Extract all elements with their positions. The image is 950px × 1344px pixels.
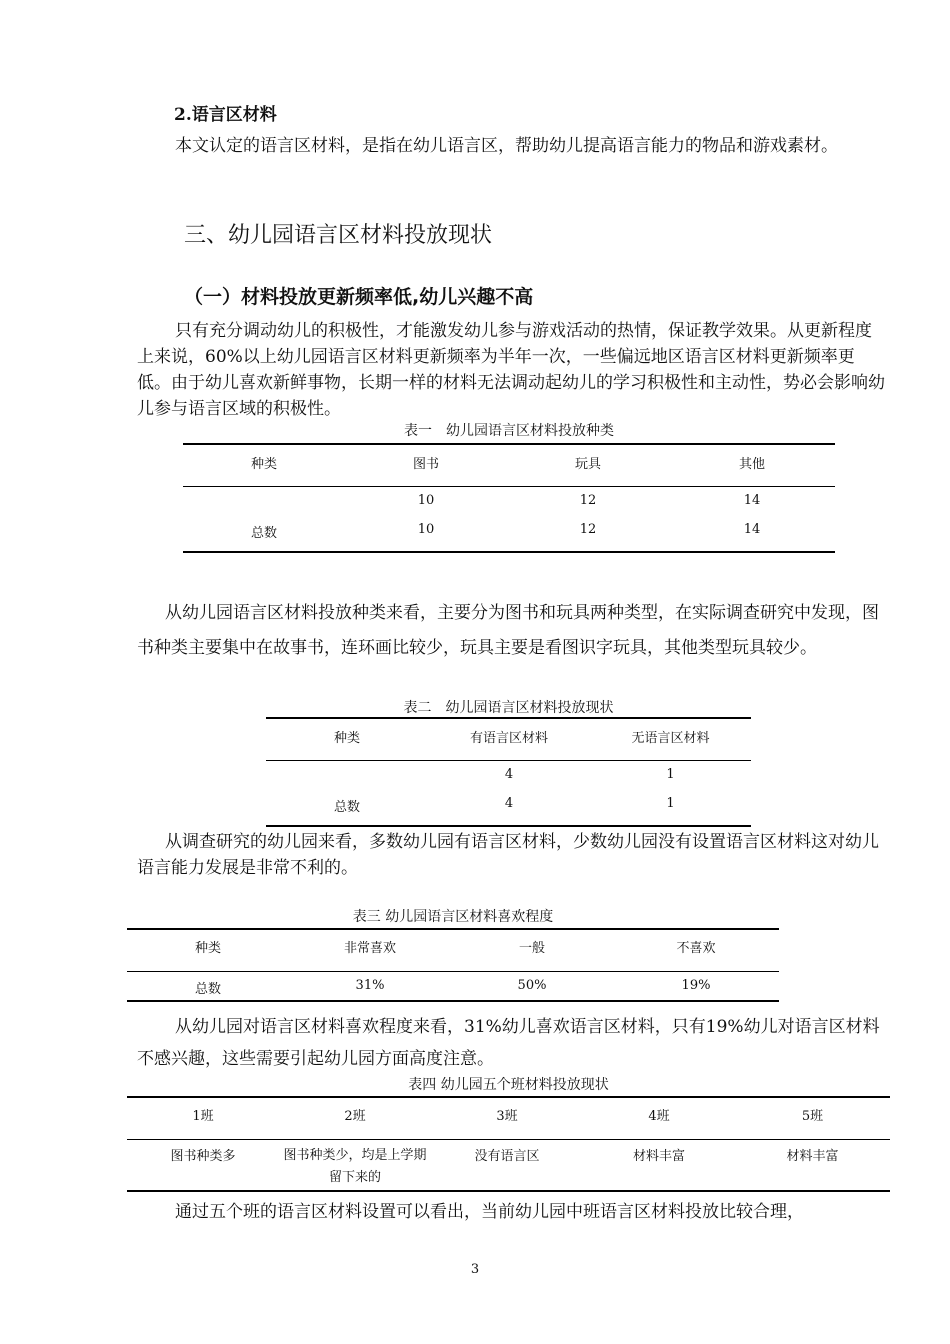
table-header-cell: 5班 [801, 1109, 824, 1124]
table-cell: 10 [417, 522, 435, 537]
table-3-caption: 表三 幼儿园语言区材料喜欢程度 [352, 909, 554, 925]
table-3 [127, 928, 779, 1002]
table-cell: 12 [579, 492, 597, 508]
table-cell: 没有语言区 [474, 1148, 540, 1164]
table-cell: 10 [417, 492, 435, 508]
table-cell [183, 486, 345, 522]
table-header-cell: 1班 [192, 1109, 214, 1124]
table-header-cell: 不喜欢 [676, 941, 716, 956]
paragraph-2: 从幼儿园语言区材料投放种类来看，主要分为图书和玩具两种类型，在实际调查研究中发现，图书种类主要集中在故事书，连环画比较少，玩具主要是看图识字玩具，其他类型玩具较少。 [137, 603, 879, 658]
table-header-cell: 3班 [496, 1109, 518, 1124]
table-cell: 1 [666, 766, 675, 782]
table-row [183, 522, 835, 552]
table-cell: 4 [504, 766, 514, 782]
table-cell: 14 [743, 522, 761, 537]
table-header-cell: 种类 [250, 457, 277, 472]
table-cell [266, 760, 428, 796]
table-header-cell: 无语言区材料 [631, 731, 710, 746]
table-4-caption: 表四 幼儿园五个班材料投放现状 [408, 1077, 609, 1093]
paragraph-4: 从幼儿园对语言区材料喜欢程度来看，31%幼儿喜欢语言区材料，只有19%幼儿对语言区材料不感兴趣，这些需要引起幼儿园方面高度注意。 [137, 1017, 880, 1069]
section-2-heading: 2.语言区材料 [174, 105, 277, 125]
table-cell: 1 [666, 796, 675, 811]
section-2-paragraph: 本文认定的语言区材料，是指在幼儿语言区，帮助幼儿提高语言能力的物品和游戏素材。 [175, 136, 838, 156]
table-1-caption: 表一 幼儿园语言区材料投放种类 [404, 423, 614, 439]
table-row [266, 796, 751, 826]
paragraph-5: 通过五个班的语言区材料设置可以看出，当前幼儿园中班语言区材料投放比较合理， [175, 1202, 804, 1222]
section-3-title: 三、幼儿园语言区材料投放现状 [184, 223, 493, 248]
table-4 [127, 1096, 890, 1192]
table-cell: 12 [579, 522, 597, 537]
table-row [127, 1139, 890, 1191]
table-header-cell: 有语言区材料 [469, 731, 548, 746]
table-row [266, 760, 751, 796]
table-2 [266, 717, 751, 827]
table-cell: 总数 [250, 526, 277, 541]
table-header-cell: 一般 [518, 941, 545, 956]
table-row [127, 971, 779, 1001]
table-cell: 材料丰富 [632, 1148, 685, 1164]
page-number: 3 [470, 1262, 480, 1277]
table-1 [183, 443, 835, 553]
table-row [183, 486, 835, 522]
table-header-cell: 图书 [412, 457, 439, 472]
paragraph-3: 从调查研究的幼儿园来看，多数幼儿园有语言区材料，少数幼儿园没有设置语言区材料这对幼儿语言能力发展是非常不利的。 [137, 832, 879, 878]
table-header-cell: 4班 [648, 1109, 670, 1124]
table-cell: 14 [743, 492, 761, 508]
table-cell: 材料丰富 [786, 1148, 839, 1164]
table-cell: 总数 [194, 981, 221, 997]
table-header-cell: 玩具 [574, 457, 601, 472]
table-cell: 50% [517, 977, 547, 993]
table-cell: 4 [504, 796, 514, 811]
table-header-cell: 非常喜欢 [343, 941, 396, 956]
table-cell: 总数 [333, 800, 360, 815]
table-header-cell: 种类 [194, 941, 221, 956]
subsection-1-title: （一）材料投放更新频率低,幼儿兴趣不高 [184, 286, 534, 308]
table-cell: 图书种类多 [170, 1148, 236, 1164]
table-2-caption: 表二 幼儿园语言区材料投放现状 [403, 700, 614, 716]
table-cell: 图书种类少，均是上学期留下来的 [283, 1147, 427, 1185]
table-header-cell: 2班 [344, 1109, 366, 1124]
paragraph-1: 只有充分调动幼儿的积极性，才能激发幼儿参与游戏活动的热情，保证教学效果。从更新程度上来说，60%以上幼儿园语言区材料更新频率为半年一次，一些偏远地区语言区材料更新频率更低。由于幼儿喜欢新鲜事物，长期一样的材料无法调动起幼儿的学习积极性和主动性，势必会影响幼儿参与语言区域的积极性。 [137, 321, 885, 419]
table-cell: 31% [355, 977, 385, 993]
table-cell: 19% [681, 977, 711, 993]
table-header-cell: 种类 [333, 731, 360, 746]
table-header-cell: 其他 [738, 457, 765, 472]
